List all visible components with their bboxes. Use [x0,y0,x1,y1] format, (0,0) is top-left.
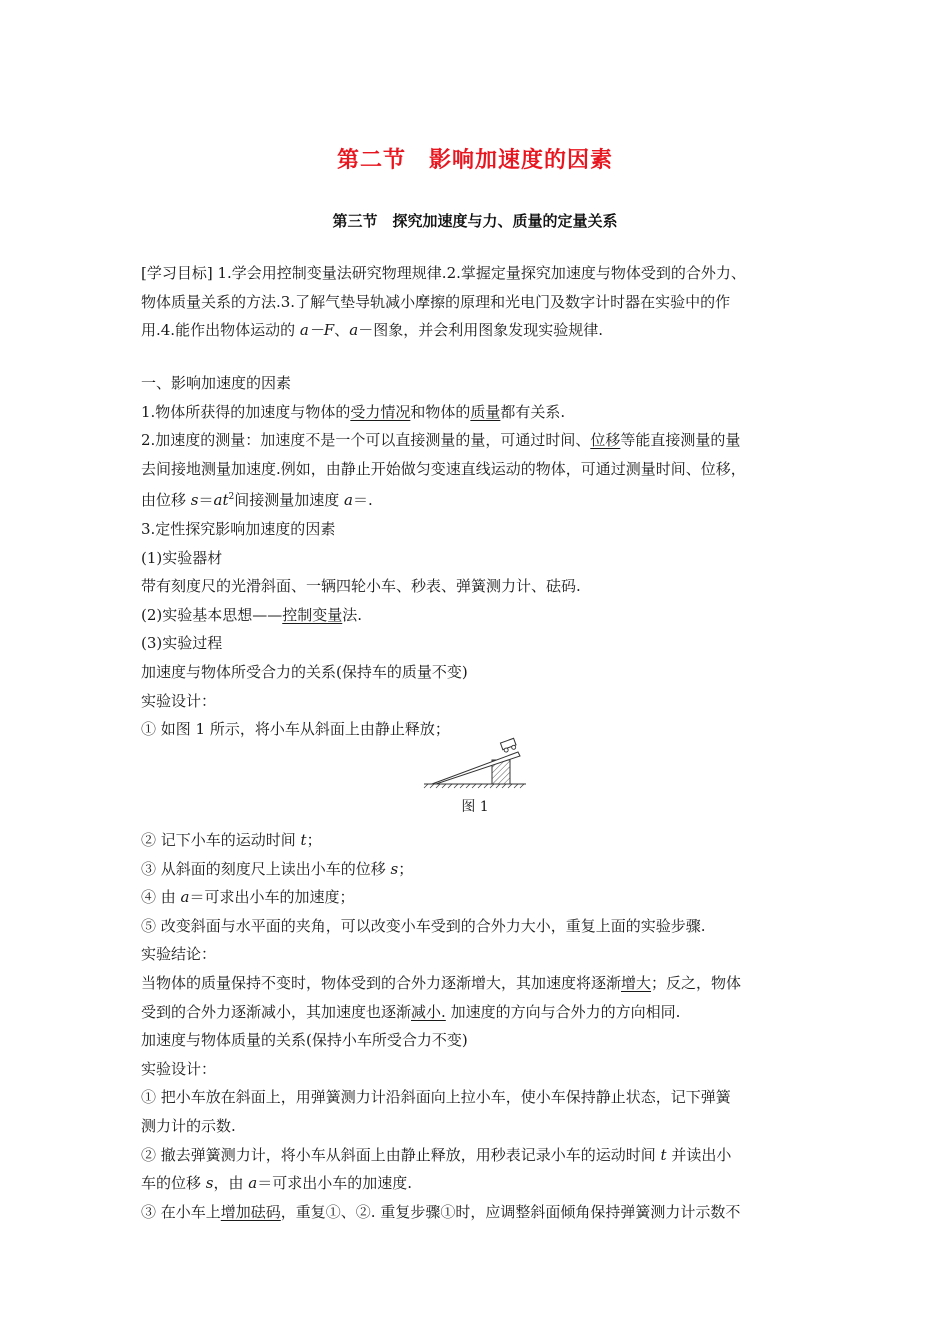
blank-control-variables: 控制变量 [282,605,343,624]
step-3 [141,855,813,884]
section-heading: 一、影响加速度的因素 [141,374,292,392]
conclusion-text-d: 加速度的方向与合外力的方向相同. [445,1002,681,1021]
step-4 [141,883,813,912]
blank-force-situation: 受力情况 [350,402,411,421]
step-4-text-b: ＝可求出小车的加速度； [189,888,355,907]
a-var: a [349,321,359,340]
paragraph-10: ① 如图 1 所示，将小车从斜面上由静止释放； [141,720,450,739]
mass-step-3-text-a: ③ 在小车上 [141,1202,221,1221]
mass-step-1-line-1: ① 把小车放在斜面上，用弹簧测力计沿斜面向上拉小车，使小车保持静止状态，记下弹簧 [141,1088,731,1107]
mass-step-3-text-b: ，重复①、②. 重复步骤①时，应调整斜面倾角保持弹簧测力计示数不 [280,1202,741,1221]
conclusion-line-1 [141,969,813,998]
a-var: a [248,1174,258,1193]
mass-step-2-line-1 [141,1141,813,1170]
objectives-line-1 [141,259,813,288]
mass-step-3 [141,1198,813,1227]
paragraph-1 [141,398,813,427]
mass-step-1-line-2: 测力计的示数. [141,1116,236,1135]
objectives-line-2: 物体质量关系的方法.3.了解气垫导轨减小摩擦的原理和光电门及数字计时器在实验中的作 [141,292,731,311]
p6-text-b: 法. [342,605,363,624]
s-var: s [190,491,199,510]
figure-incline [400,726,550,826]
paragraph-6 [141,601,813,630]
paragraph-3: 3.定性探究影响加速度的因素 [141,519,336,538]
paragraph-9: 实验设计： [141,691,217,710]
step-3-text-b: ； [398,859,414,878]
p1-text-a: 1.物体所获得的加速度与物体的 [141,402,351,421]
p1-text-c: 都有关系. [500,402,566,421]
objectives-text-1: 1.学会用控制变量法研究物理规律.2.掌握定量探究加速度与物体受到的合外力、 [212,264,746,282]
conclusion-text-c: 受到的合外力逐渐减小，其加速度也逐渐 [141,1002,412,1021]
paragraph-2-line-3 [141,483,813,515]
objectives-sep: 、 [334,321,350,340]
p6-text-a: (2)实验基本思想—— [141,605,283,624]
a-var: a [180,888,190,907]
a-var: a [344,491,353,510]
conclusion-label: 实验结论： [141,945,217,964]
step-2-text-a: ② 记下小车的运动时间 [141,831,301,849]
mass-design-label: 实验设计： [141,1059,217,1078]
mass-step-2-text-a: ② 撤去弹簧测力计，将小车从斜面上由静止释放，用秒表记录小车的运动时间 [141,1145,661,1164]
mass-relation-title: 加速度与物体质量的关系(保持小车所受合力不变) [141,1031,468,1050]
section-influencing-factors [141,369,813,744]
paragraph-7: (3)实验过程 [141,634,223,653]
ground-hatch [424,784,524,788]
p2-text-a: 2.加速度的测量：加速度不是一个可以直接测量的量，可通过时间、 [141,431,591,450]
step-2-text-b: ； [306,831,322,849]
paragraph-2-line-1 [141,426,813,455]
s-var: s [205,1174,214,1193]
blank-decrease: 减小. [411,1002,446,1021]
blank-add-weights: 增加砝码 [220,1202,281,1221]
blank-displacement: 位移 [590,431,621,450]
blank-increase: 增大 [621,973,652,992]
cart [500,738,517,753]
t-var: t [300,831,307,849]
conclusion-text-b: ；反之，物体 [651,973,742,992]
mass-step-2-text-d: ，由 [213,1174,249,1193]
paragraph-8: 加速度与物体所受合力的关系(保持车的质量不变) [141,662,468,681]
paragraph-4: (1)实验器材 [141,548,223,567]
exponent: 2 [228,492,235,503]
objectives-text-3a: 用.4.能作出物体运动的 [141,321,300,340]
paragraph-5: 带有刻度尺的光滑斜面、一辆四轮小车、秒表、弹簧测力计、砝码. [141,577,581,596]
incline-cart-diagram [420,726,530,794]
p2-text-e: ＝. [352,491,373,510]
p2-text-b: 等能直接测量的量 [620,431,741,450]
objectives-label: [学习目标] [141,264,213,282]
mass-step-2-text-b: 并读出小 [666,1145,732,1164]
section-experiment-steps [141,826,813,1226]
conclusion-line-2 [141,998,813,1027]
figure-caption: 图 1 [461,799,489,815]
step-5: ⑤ 改变斜面与水平面的夹角，可以改变小车受到的合外力大小，重复上面的实验步骤. [141,916,706,935]
equals-sign: ＝ [198,491,214,510]
t-var: t [660,1145,667,1164]
objectives-line-3 [141,316,813,345]
mass-step-2-line-2 [141,1169,813,1198]
step-2 [141,826,813,855]
learning-objectives [141,259,813,345]
step-3-text-a: ③ 从斜面的刻度尺上读出小车的位移 [141,859,391,878]
p2-text-c: 由位移 [141,491,191,510]
mass-step-2-text-c: 车的位移 [141,1174,206,1193]
step-4-text-a: ④ 由 [141,888,181,907]
at-var: at [213,491,229,510]
page-subtitle: 第三节 探究加速度与力、质量的定量关系 [332,212,618,230]
conclusion-text-a: 当物体的质量保持不变时，物体受到的合外力逐渐增大，其加速度将逐渐 [141,973,622,992]
page-title: 第二节 影响加速度的因素 [336,148,613,173]
p2-text-d: 间接测量加速度 [234,491,344,510]
s-var: s [390,859,399,878]
mass-step-2-text-e: ＝可求出小车的加速度. [257,1174,412,1193]
paragraph-2-line-2: 去间接地测量加速度.例如，由静止开始做匀变速直线运动的物体，可通过测量时间、位移， [141,459,746,478]
a-f-graph-label: a－F [299,321,335,340]
p1-text-b: 和物体的 [410,402,471,421]
blank-mass: 质量 [470,402,501,421]
objectives-text-3b: －图象，并会利用图象发现实验规律. [358,321,603,340]
